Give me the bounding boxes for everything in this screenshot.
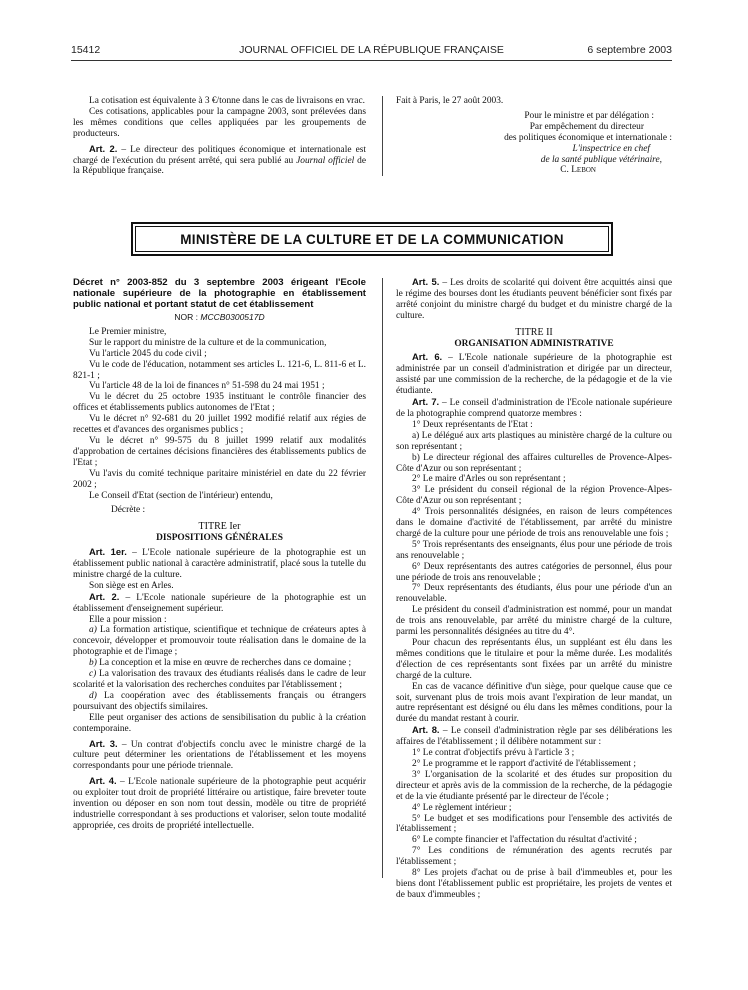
- place-date: Fait à Paris, le 27 août 2003.: [396, 96, 504, 106]
- nor-reference: NOR : MCCB0300517D: [174, 312, 265, 322]
- decree-title: Décret n° 2003-852 du 3 septembre 2003 érigeant l'Ecole nationale supérieure de la photographie en établissement public national et portant statut de cet établissement: [73, 277, 366, 310]
- paragraph: Son siège est en Arles.: [89, 580, 174, 591]
- article-2-previous: Art. 2. – Le directeur des politiques économique et internationale est chargé de l'exécution du présent arrêté, qui sera publié au Journal officiel de la République française.: [73, 142, 366, 177]
- mission-item: d) La coopération avec des établissements français ou étrangers poursuivant des objectifs similaires.: [73, 690, 366, 712]
- titre-2: TITRE II: [515, 326, 553, 338]
- paragraph: Pour chacun des représentants élus, un suppléant est élu dans les mêmes conditions que le titulaire et pour la même durée. Les modalités d'élection de ces représentants sont fixées par un arrêté du ministre chargé de la culture.: [396, 638, 672, 681]
- list-item: 3° Le président du conseil régional de la région Provence-Alpes-Côte d'Azur ou son représentant ;: [396, 485, 672, 507]
- list-item: 1° Deux représentants de l'Etat :: [412, 419, 533, 430]
- paragraph: Elle peut organiser des actions de sensibilisation du public à la création contemporaine.: [73, 712, 366, 734]
- previous-text-left: [73, 96, 366, 177]
- list-item: 7° Les conditions de rémunération des agents recrutés par l'établissement ;: [396, 846, 672, 868]
- preamble-line: Vu le décret n° 92-681 du 20 juillet 1992 modifié relatif aux régies de recettes et d'avances des organismes publics ;: [73, 414, 366, 436]
- preamble-line: Le Conseil d'Etat (section de l'intérieur) entendu,: [89, 490, 273, 501]
- signature-line: des politiques économique et internationale :: [504, 132, 672, 143]
- preamble-line: Vu le décret n° 99-575 du 8 juillet 1999 relatif aux modalités d'approbation de certaines décisions financières des établissements publics de l'Etat ;: [73, 435, 366, 468]
- signature-line: Par empêchement du directeur: [529, 121, 644, 132]
- article-8: Art. 8. – Le conseil d'administration règle par ses délibérations les affaires de l'établissement ; il délibère notamment sur :: [396, 724, 672, 748]
- preamble-line: Sur le rapport du ministre de la culture et de la communication,: [89, 337, 327, 348]
- paragraph: La cotisation est équivalente à 3 €/tonne dans le cas de livraisons en vrac.: [89, 96, 365, 106]
- list-item: 6° Deux représentants des autres catégories de personnel, élus pour une période de trois ans renouvelable ;: [396, 561, 672, 583]
- list-item: 8° Les projets d'achat ou de prise à bail d'immeubles et, pour les biens dont l'établissement public est propriétaire, les projets de ventes et de baux d'immeubles ;: [396, 868, 672, 900]
- article-3: Art. 3. – Un contrat d'objectifs conclu avec le ministre chargé de la culture peut déterminer les orientations de l'établissement et les moyens correspondants pour une période triennale.: [73, 737, 366, 772]
- article-1: Art. 1er. – L'Ecole nationale supérieure de la photographie est un établissement public national à caractère administratif, placé sous la tutelle du ministre chargé de la culture.: [73, 546, 366, 580]
- mission-item: a) La formation artistique, scientifique et technique de créateurs aptes à concevoir, développer et promouvoir toute réalisation dans le domaine de la photographie et de l'image ;: [73, 625, 366, 658]
- paragraph: Elle a pour mission :: [89, 614, 167, 625]
- issue-date: 6 septembre 2003: [587, 44, 672, 56]
- ministry-title: MINISTÈRE DE LA CULTURE ET DE LA COMMUNICATION: [135, 226, 609, 252]
- column-divider: [382, 96, 383, 176]
- list-item: 5° Le budget et ses modifications pour l'ensemble des activités de l'établissement ;: [396, 813, 672, 835]
- list-item: 6° Le compte financier et l'affectation du résultat d'activité ;: [412, 835, 637, 846]
- list-item: 4° Le règlement intérieur ;: [412, 802, 512, 813]
- list-item: 4° Trois personnalités désignées, en raison de leurs compétences dans le domaine d'activité de l'établissement, par arrêté du ministre chargé de la culture pour une période de trois ans renouvelable une fois ;: [396, 507, 672, 539]
- preamble-line: Vu l'article 48 de la loi de finances n° 51-598 du 24 mai 1951 ;: [89, 381, 325, 392]
- article-5: Art. 5. – Les droits de scolarité qui doivent être acquittés ainsi que le régime des bourses dont les étudiants peuvent bénéficier sont fixés par arrêté conjoint du ministre chargé du budget et du ministre chargé de la culture.: [396, 276, 672, 321]
- journal-title: JOURNAL OFFICIEL DE LA RÉPUBLIQUE FRANÇAISE: [239, 44, 504, 56]
- titre-1: TITRE Ier: [198, 521, 241, 533]
- list-item: 5° Trois représentants des enseignants, élus pour une période de trois ans renouvelable ;: [396, 539, 672, 561]
- paragraph: Le président du conseil d'administration est nommé, pour un mandat de trois ans renouvelable, par arrêté du ministre chargé de la culture, parmi les personnalités désignées au titre du 4°.: [396, 605, 672, 638]
- preamble-line: Le Premier ministre,: [89, 326, 167, 337]
- header-rule: [71, 60, 672, 61]
- signature-line: Pour le ministre et par délégation :: [524, 110, 654, 121]
- article-4: Art. 4. – L'Ecole nationale supérieure de la photographie peut acquérir ou exploiter tout droit de propriété littéraire ou artistique, faire breveter toute invention ou déposer en son nom tout dessin, modèle ou titre de propriété industrielle correspondant à ses productions et valoriser, selon toute modalité appropriée, ces droits de propriété intellectuelle.: [73, 775, 366, 831]
- article-6: Art. 6. – L'Ecole nationale supérieure de la photographie est administrée par un conseil d'administration et dirigée par un directeur, assisté par une commission de la recherche, de la pédagogie et de la vie étudiante.: [396, 351, 672, 397]
- column-divider: [382, 278, 383, 878]
- paragraph: Ces cotisations, applicables pour la campagne 2003, sont prélevées dans les mêmes conditions que celles appliquées par les groupements de producteurs.: [73, 106, 366, 139]
- preamble-line: Vu le code de l'éducation, notamment ses articles L. 121-6, L. 811-6 et L. 821-1 ;: [73, 359, 366, 381]
- article-7: Art. 7. – Le conseil d'administration de l'Ecole nationale supérieure de la photographie comprend quatorze membres :: [396, 396, 672, 419]
- signature-line: L'inspectrice en chef: [572, 143, 650, 154]
- list-item: 2° Le maire d'Arles ou son représentant ;: [412, 474, 566, 485]
- decree-left-column: [73, 277, 366, 832]
- preamble-line: Vu l'article 2045 du code civil ;: [89, 348, 207, 359]
- paragraph: En cas de vacance définitive d'un siège, pour quelque cause que ce soit, survenant plus de trois mois avant l'expiration de leur mandat, un autre représentant est désigné ou élu dans les mêmes conditions, pour la durée du mandat restant à courir.: [396, 681, 672, 725]
- preamble-line: Vu le décret du 25 octobre 1935 instituant le contrôle financier des offices et établissements publics autonomes de l'Etat ;: [73, 392, 366, 414]
- decree-right-column: [396, 277, 672, 901]
- mission-item: b) La conception et la mise en œuvre de recherches dans ce domaine ;: [89, 658, 352, 669]
- list-item: a) Le délégué aux arts plastiques au ministère chargé de la culture ou son représentant ;: [396, 430, 672, 452]
- page-header: [71, 44, 672, 60]
- mission-item: c) La valorisation des travaux des étudiants réalisés dans le cadre de leur scolarité et la valorisation des recherches conduites par l'établissement ;: [73, 669, 366, 690]
- list-item: 7° Deux représentants des étudiants, élus pour une période d'un an renouvelable.: [396, 583, 672, 605]
- section-heading: ORGANISATION ADMINISTRATIVE: [454, 338, 614, 349]
- decrete: Décrète :: [111, 505, 146, 516]
- ministry-banner: [131, 222, 613, 256]
- signature-line: de la santé publique vétérinaire,: [540, 154, 662, 165]
- list-item: 2° Le programme et le rapport d'activité de l'établissement ;: [412, 758, 636, 769]
- preamble-line: Vu l'avis du comité technique paritaire ministériel en date du 22 février 2002 ;: [73, 468, 366, 490]
- signature-block: [396, 96, 672, 176]
- page-number: 15412: [71, 44, 101, 56]
- article-2: Art. 2. – L'Ecole nationale supérieure de la photographie est un établissement d'enseignement supérieur.: [73, 590, 367, 614]
- list-item: 1° Le contrat d'objectifs prévu à l'article 3 ;: [412, 748, 575, 759]
- list-item: b) Le directeur régional des affaires culturelles de Provence-Alpes-Côte d'Azur ou son représentant ;: [396, 452, 672, 474]
- list-item: 3° L'organisation de la scolarité et des études sur proposition du directeur et après avis de la commission de la recherche, de la pédagogie et de la vie étudiante présenté par le directeur de l'école ;: [396, 769, 672, 802]
- section-heading: DISPOSITIONS GÉNÉRALES: [156, 533, 283, 544]
- signatory: C. Lebon: [560, 165, 596, 176]
